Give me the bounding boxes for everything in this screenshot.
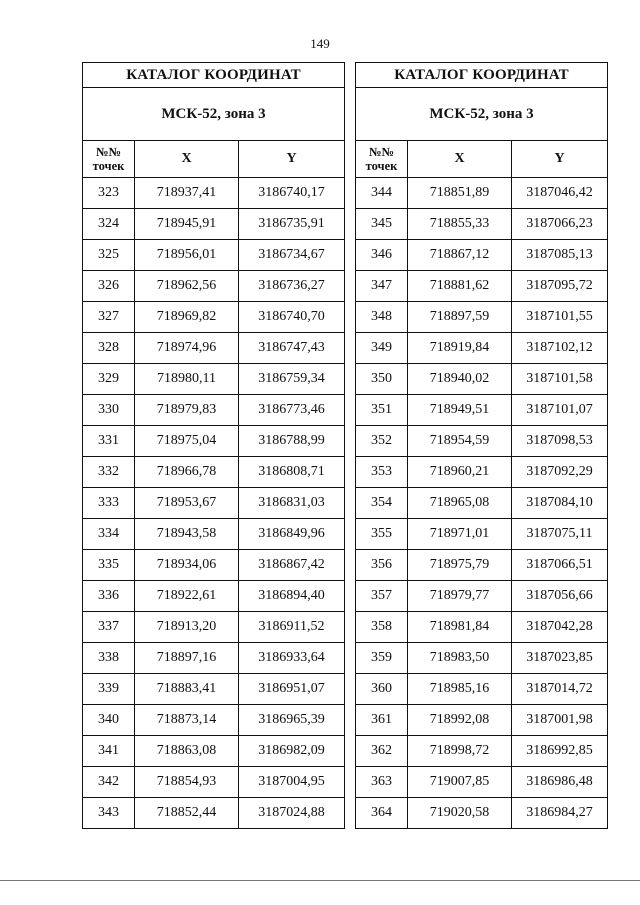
y-coordinate-cell: 3187101,58 bbox=[512, 364, 608, 395]
point-number-cell: 343 bbox=[83, 798, 135, 829]
y-coordinate-cell: 3186849,96 bbox=[239, 519, 345, 550]
coordinate-row bbox=[83, 333, 345, 364]
x-coordinate-cell: 719007,85 bbox=[408, 767, 512, 798]
y-coordinate-cell: 3186911,52 bbox=[239, 612, 345, 643]
point-number-cell: 362 bbox=[356, 736, 408, 767]
x-column-header: X bbox=[135, 141, 239, 178]
coordinate-row bbox=[356, 333, 608, 364]
y-column-header: Y bbox=[239, 141, 345, 178]
point-number-cell: 335 bbox=[83, 550, 135, 581]
coordinate-row bbox=[83, 209, 345, 240]
y-coordinate-cell: 3187101,07 bbox=[512, 395, 608, 426]
point-number-cell: 340 bbox=[83, 705, 135, 736]
x-coordinate-cell: 718867,12 bbox=[408, 240, 512, 271]
x-coordinate-cell: 718969,82 bbox=[135, 302, 239, 333]
x-coordinate-cell: 718934,06 bbox=[135, 550, 239, 581]
point-number-cell: 351 bbox=[356, 395, 408, 426]
coordinate-row bbox=[83, 581, 345, 612]
point-number-cell: 331 bbox=[83, 426, 135, 457]
y-coordinate-cell: 3187046,42 bbox=[512, 178, 608, 209]
x-coordinate-cell: 718998,72 bbox=[408, 736, 512, 767]
y-coordinate-cell: 3186831,03 bbox=[239, 488, 345, 519]
coordinate-row bbox=[356, 736, 608, 767]
y-coordinate-cell: 3187004,95 bbox=[239, 767, 345, 798]
y-coordinate-cell: 3186951,07 bbox=[239, 674, 345, 705]
x-coordinate-cell: 718922,61 bbox=[135, 581, 239, 612]
y-column-header: Y bbox=[512, 141, 608, 178]
coordinate-row bbox=[356, 674, 608, 705]
x-coordinate-cell: 718956,01 bbox=[135, 240, 239, 271]
coordinate-row bbox=[83, 178, 345, 209]
point-number-cell: 352 bbox=[356, 426, 408, 457]
point-number-cell: 346 bbox=[356, 240, 408, 271]
coordinate-row bbox=[83, 705, 345, 736]
y-coordinate-cell: 3187014,72 bbox=[512, 674, 608, 705]
point-number-cell: 342 bbox=[83, 767, 135, 798]
point-number-cell: 363 bbox=[356, 767, 408, 798]
coordinate-row bbox=[356, 767, 608, 798]
x-coordinate-cell: 718960,21 bbox=[408, 457, 512, 488]
coordinate-row bbox=[356, 271, 608, 302]
catalog-title: КАТАЛОГ КООРДИНАТ bbox=[83, 63, 345, 88]
y-coordinate-cell: 3186933,64 bbox=[239, 643, 345, 674]
x-coordinate-cell: 718971,01 bbox=[408, 519, 512, 550]
y-coordinate-cell: 3187066,23 bbox=[512, 209, 608, 240]
x-coordinate-cell: 718863,08 bbox=[135, 736, 239, 767]
point-number-cell: 348 bbox=[356, 302, 408, 333]
point-number-cell: 341 bbox=[83, 736, 135, 767]
coordinate-row bbox=[83, 550, 345, 581]
coordinate-row bbox=[83, 302, 345, 333]
catalog-title: КАТАЛОГ КООРДИНАТ bbox=[356, 63, 608, 88]
x-coordinate-cell: 718851,89 bbox=[408, 178, 512, 209]
y-coordinate-cell: 3186867,42 bbox=[239, 550, 345, 581]
coordinate-row bbox=[83, 364, 345, 395]
x-column-header: X bbox=[408, 141, 512, 178]
point-number-cell: 327 bbox=[83, 302, 135, 333]
coordinate-row bbox=[356, 395, 608, 426]
point-number-cell: 337 bbox=[83, 612, 135, 643]
y-coordinate-cell: 3187056,66 bbox=[512, 581, 608, 612]
y-coordinate-cell: 3186894,40 bbox=[239, 581, 345, 612]
coordinate-row bbox=[83, 457, 345, 488]
y-coordinate-cell: 3186982,09 bbox=[239, 736, 345, 767]
y-coordinate-cell: 3187102,12 bbox=[512, 333, 608, 364]
point-number-cell: 355 bbox=[356, 519, 408, 550]
x-coordinate-cell: 718883,41 bbox=[135, 674, 239, 705]
x-coordinate-cell: 718979,83 bbox=[135, 395, 239, 426]
x-coordinate-cell: 718962,56 bbox=[135, 271, 239, 302]
y-coordinate-cell: 3186992,85 bbox=[512, 736, 608, 767]
point-number-cell: 328 bbox=[83, 333, 135, 364]
point-number-header: №№ точек bbox=[83, 141, 135, 178]
point-number-cell: 359 bbox=[356, 643, 408, 674]
x-coordinate-cell: 718983,50 bbox=[408, 643, 512, 674]
x-coordinate-cell: 718913,20 bbox=[135, 612, 239, 643]
x-coordinate-cell: 718937,41 bbox=[135, 178, 239, 209]
coordinate-row bbox=[356, 519, 608, 550]
x-coordinate-cell: 718980,11 bbox=[135, 364, 239, 395]
x-coordinate-cell: 718854,93 bbox=[135, 767, 239, 798]
y-coordinate-cell: 3187101,55 bbox=[512, 302, 608, 333]
coordinate-system-label: МСК-52, зона 3 bbox=[356, 88, 608, 141]
point-number-cell: 350 bbox=[356, 364, 408, 395]
x-coordinate-cell: 718873,14 bbox=[135, 705, 239, 736]
x-coordinate-cell: 718943,58 bbox=[135, 519, 239, 550]
coordinate-rows bbox=[83, 178, 345, 829]
y-coordinate-cell: 3187024,88 bbox=[239, 798, 345, 829]
x-coordinate-cell: 718979,77 bbox=[408, 581, 512, 612]
coordinate-row bbox=[356, 457, 608, 488]
coordinate-row bbox=[356, 426, 608, 457]
coordinate-row bbox=[356, 364, 608, 395]
coordinate-row bbox=[356, 705, 608, 736]
coordinate-row bbox=[83, 612, 345, 643]
coordinate-row bbox=[83, 798, 345, 829]
x-coordinate-cell: 718981,84 bbox=[408, 612, 512, 643]
coordinate-row bbox=[83, 674, 345, 705]
point-number-cell: 329 bbox=[83, 364, 135, 395]
coordinate-row bbox=[83, 643, 345, 674]
coordinate-row bbox=[356, 643, 608, 674]
coordinate-row bbox=[83, 519, 345, 550]
coordinate-catalog-table bbox=[355, 62, 608, 829]
point-number-cell: 344 bbox=[356, 178, 408, 209]
coordinate-row bbox=[356, 302, 608, 333]
x-coordinate-cell: 718992,08 bbox=[408, 705, 512, 736]
y-coordinate-cell: 3187023,85 bbox=[512, 643, 608, 674]
point-number-cell: 345 bbox=[356, 209, 408, 240]
point-number-cell: 324 bbox=[83, 209, 135, 240]
coordinate-row bbox=[356, 178, 608, 209]
point-number-cell: 347 bbox=[356, 271, 408, 302]
y-coordinate-cell: 3186808,71 bbox=[239, 457, 345, 488]
x-coordinate-cell: 718852,44 bbox=[135, 798, 239, 829]
x-coordinate-cell: 718949,51 bbox=[408, 395, 512, 426]
point-number-cell: 354 bbox=[356, 488, 408, 519]
point-number-cell: 356 bbox=[356, 550, 408, 581]
x-coordinate-cell: 718966,78 bbox=[135, 457, 239, 488]
coordinate-row bbox=[83, 426, 345, 457]
coordinate-row bbox=[356, 550, 608, 581]
y-coordinate-cell: 3186773,46 bbox=[239, 395, 345, 426]
x-coordinate-cell: 718940,02 bbox=[408, 364, 512, 395]
x-coordinate-cell: 718945,91 bbox=[135, 209, 239, 240]
x-coordinate-cell: 718975,79 bbox=[408, 550, 512, 581]
point-number-cell: 326 bbox=[83, 271, 135, 302]
point-number-cell: 338 bbox=[83, 643, 135, 674]
coordinate-system-label: МСК-52, зона 3 bbox=[83, 88, 345, 141]
coordinate-row bbox=[356, 488, 608, 519]
point-number-cell: 339 bbox=[83, 674, 135, 705]
x-coordinate-cell: 718897,59 bbox=[408, 302, 512, 333]
y-coordinate-cell: 3187095,72 bbox=[512, 271, 608, 302]
point-number-cell: 333 bbox=[83, 488, 135, 519]
coordinate-row bbox=[83, 271, 345, 302]
point-number-cell: 336 bbox=[83, 581, 135, 612]
page-number: 149 bbox=[310, 36, 330, 51]
point-number-cell: 332 bbox=[83, 457, 135, 488]
page-bottom-rule bbox=[0, 880, 640, 881]
coordinate-row bbox=[356, 209, 608, 240]
point-number-cell: 361 bbox=[356, 705, 408, 736]
y-coordinate-cell: 3187066,51 bbox=[512, 550, 608, 581]
y-coordinate-cell: 3186747,43 bbox=[239, 333, 345, 364]
point-number-header: №№ точек bbox=[356, 141, 408, 178]
x-coordinate-cell: 718954,59 bbox=[408, 426, 512, 457]
point-number-cell: 358 bbox=[356, 612, 408, 643]
x-coordinate-cell: 718985,16 bbox=[408, 674, 512, 705]
coordinate-row bbox=[83, 767, 345, 798]
coordinate-row bbox=[356, 798, 608, 829]
coordinate-catalog-table bbox=[82, 62, 345, 829]
point-number-cell: 325 bbox=[83, 240, 135, 271]
y-coordinate-cell: 3186788,99 bbox=[239, 426, 345, 457]
coordinate-row bbox=[356, 612, 608, 643]
y-coordinate-cell: 3186986,48 bbox=[512, 767, 608, 798]
coordinate-rows bbox=[356, 178, 608, 829]
y-coordinate-cell: 3187042,28 bbox=[512, 612, 608, 643]
y-coordinate-cell: 3187001,98 bbox=[512, 705, 608, 736]
point-number-cell: 357 bbox=[356, 581, 408, 612]
coordinate-row bbox=[356, 581, 608, 612]
point-number-cell: 360 bbox=[356, 674, 408, 705]
y-coordinate-cell: 3186965,39 bbox=[239, 705, 345, 736]
point-number-cell: 323 bbox=[83, 178, 135, 209]
y-coordinate-cell: 3187092,29 bbox=[512, 457, 608, 488]
coordinate-row bbox=[83, 395, 345, 426]
y-coordinate-cell: 3187084,10 bbox=[512, 488, 608, 519]
x-coordinate-cell: 718855,33 bbox=[408, 209, 512, 240]
y-coordinate-cell: 3186736,27 bbox=[239, 271, 345, 302]
y-coordinate-cell: 3186740,17 bbox=[239, 178, 345, 209]
y-coordinate-cell: 3186734,67 bbox=[239, 240, 345, 271]
y-coordinate-cell: 3186759,34 bbox=[239, 364, 345, 395]
x-coordinate-cell: 718953,67 bbox=[135, 488, 239, 519]
y-coordinate-cell: 3187098,53 bbox=[512, 426, 608, 457]
x-coordinate-cell: 718974,96 bbox=[135, 333, 239, 364]
point-number-cell: 334 bbox=[83, 519, 135, 550]
point-number-cell: 364 bbox=[356, 798, 408, 829]
coordinate-row bbox=[83, 736, 345, 767]
coordinate-row bbox=[83, 240, 345, 271]
y-coordinate-cell: 3187085,13 bbox=[512, 240, 608, 271]
x-coordinate-cell: 718965,08 bbox=[408, 488, 512, 519]
y-coordinate-cell: 3186740,70 bbox=[239, 302, 345, 333]
point-number-cell: 349 bbox=[356, 333, 408, 364]
point-number-cell: 330 bbox=[83, 395, 135, 426]
x-coordinate-cell: 718975,04 bbox=[135, 426, 239, 457]
y-coordinate-cell: 3187075,11 bbox=[512, 519, 608, 550]
x-coordinate-cell: 719020,58 bbox=[408, 798, 512, 829]
coordinate-row bbox=[83, 488, 345, 519]
x-coordinate-cell: 718919,84 bbox=[408, 333, 512, 364]
point-number-cell: 353 bbox=[356, 457, 408, 488]
x-coordinate-cell: 718897,16 bbox=[135, 643, 239, 674]
y-coordinate-cell: 3186984,27 bbox=[512, 798, 608, 829]
coordinate-row bbox=[356, 240, 608, 271]
x-coordinate-cell: 718881,62 bbox=[408, 271, 512, 302]
y-coordinate-cell: 3186735,91 bbox=[239, 209, 345, 240]
